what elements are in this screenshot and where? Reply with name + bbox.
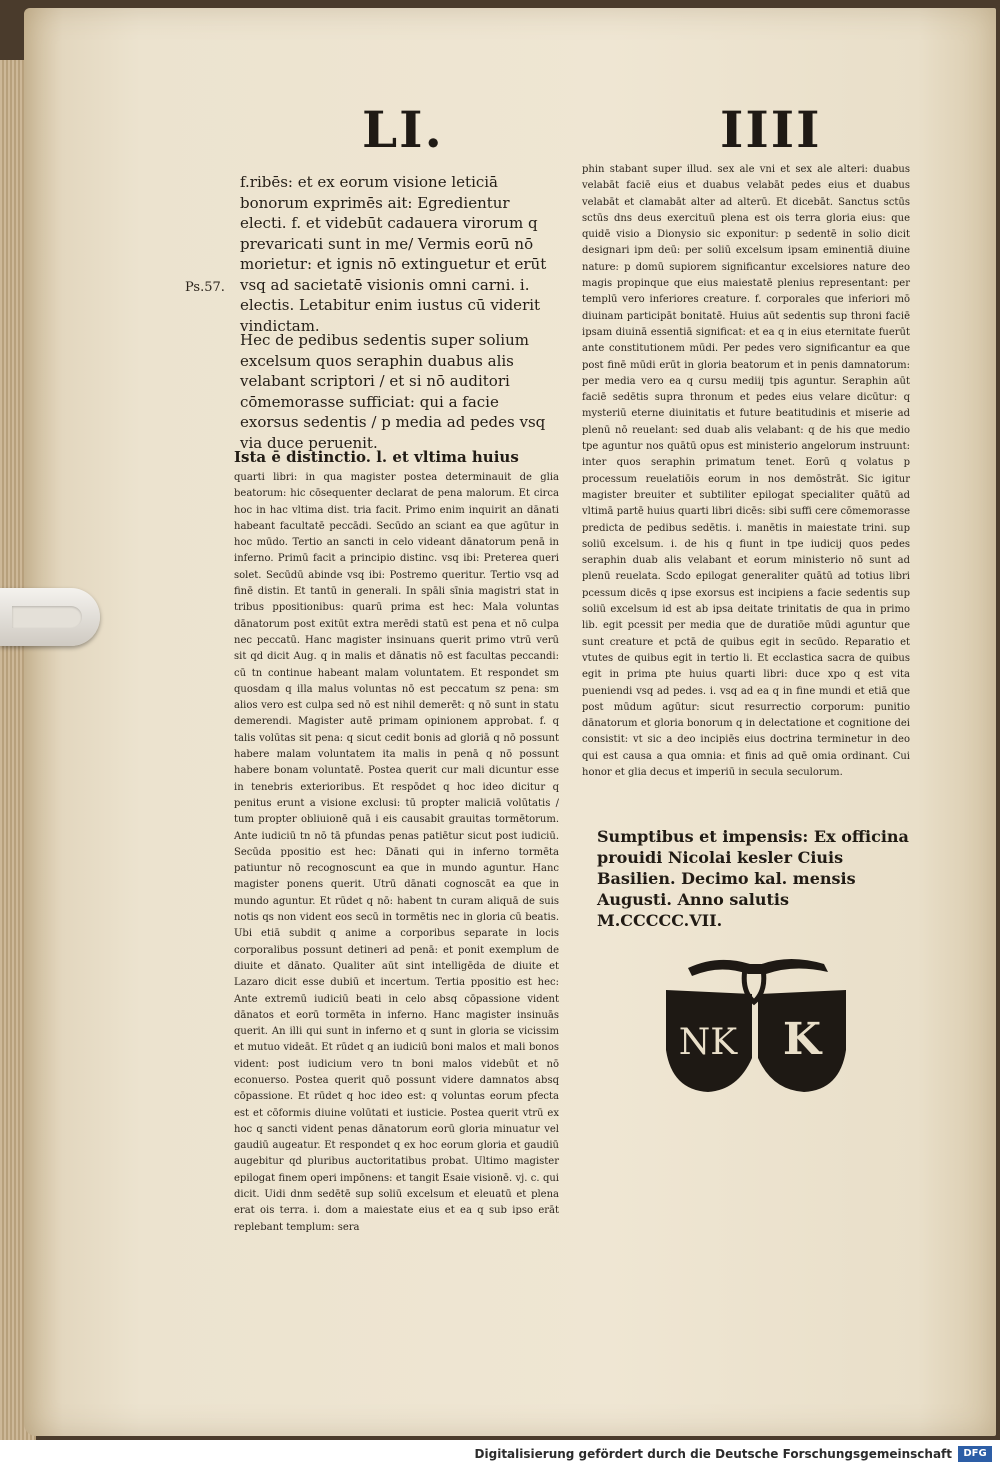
footer-bar (0, 1440, 1000, 1469)
shield-right-letter: K (782, 1014, 822, 1065)
text-block-top: f.ribēs: et ex eorum visione leticiā bonorum exprimēs ait: Egredientur electi. f. et videbūt cadauera virorum q prevaricati sunt in me/ Vermis eorū nō morietur: et ignis nō extinguetur et erūt vsq ad sacietatē visionis omni carni. i. electis. Letabitur enim iustus cū viderit vindictam. (240, 173, 547, 335)
distinction-heading: Ista ē distinctio. l. et vltima huius (234, 448, 519, 466)
page-clip (0, 588, 100, 646)
dfg-logo: DFG (958, 1446, 992, 1462)
text-block-middle: Hec de pedibus sedentis super solium excelsum quos seraphin duabus alis velabant scriptori / et si nō auditori cōmemorasse sufficiat: qui a facie exorsus sedentis / p media ad pedes vsq via duce peruenit. (240, 331, 546, 452)
mark-branch (688, 959, 828, 976)
funding-credit: Digitalisierung gefördert durch die Deutsche Forschungsgemeinschaft (474, 1447, 952, 1461)
folio-number-left: LI. (362, 100, 444, 159)
folio-number-right: IIII (720, 100, 822, 159)
printer-mark (658, 950, 854, 1098)
left-column-text: quarti libri: in qua magister postea determinauit de glia beatorum: hic cōsequenter declarat de pena malorum. Et circa hoc in hac vltima dist. tria facit. Primo enim inquirit an dānati habeant facultatē peccādi. Secūdo an sciant ea que agūtur in hoc mūdo. Tertio an sancti in celo videant dānatorum penā in inferno. Primū facit a principio distinc. vsq ibi: Preterea queri solet. Secūdū abinde vsq ibi: Postremo queritur. Tertio vsq ad finē distin. Et tantū in generali. In spāli sīnia magistri stat in tribus ppositionibus: quarū prima est hec: Mala voluntas dānatorum post exitūt extra merēdi statū est pena et nō culpa nec peccatū. Hanc magister insinuans querit primo vtrū verū sit qd dicit Aug. q in malis et dānatis nō est facultas peccandi: cū tn continue habeant malam voluntatem. Et respondet sm quosdam q illa malus voluntas nō est peccatum sz pena: sm alios vero est culpa sed nō est nihil demerēt: q nō sunt in statu demerendi. Magister autē primam opinionem approbat. f. q talis volūtas sit pena: q sicut cedit bonis ad gloriā q nō possunt habere malam voluntatem ita malis in penā q nō possunt habere bonam voluntatē. Postea querit cur mali dicuntur esse in tenebris exterioribus. Et respōdet q hoc ideo dicitur q penitus erunt a visione exclusi: tū propter maliciā volūtatis / tum propter obliuionē quā i eis causabit grauitas tormētorum. Ante iudiciū tn nō tā pfundas penas patiētur sicut post iudiciū. Secūda ppositio est hec: Dānati qui in inferno tormēta patiuntur nō recognoscunt ea que in mundo aguntur. Hanc magister ponens querit. Utrū dānati cognoscāt ea que in mundo aguntur. Et rūdet q nō: habent tn curam aliquā de suis notis qs non vident eos secū in tormētis nec in gloria cū beatis. Ubi etiā subdit q anime a corporibus separate in locis corporalibus possunt detineri ad penā: et ponit exemplum de diuite et dānato. Qualiter aūt sint intelligēda de diuite et Lazaro dicit esse dubiū et incertum. Tertia ppositio est hec: Ante extremū iudiciū beati in celo absq cōpassione vident dānatos et eorū tormēta in inferno. Hanc magister insinuās querit. An illi qui sunt in inferno et q sunt in gloria se vicissim et mutuo videāt. Et rūdet q an iudiciū boni malos et mali bonos vident: post iudicium vero tn boni malos videbūt et nō econuerso. Postea querit quō possunt videre damnatos absq cōpassione. Et rūdet q hoc ideo est: q voluntas eorum pfecta est et cōformis diuine volūtati et iusticie. Postea querit vtrū ex hoc q sancti vident penas dānatorum eorū gloria minuatur vel gaudiū augeatur. Et respondet q ex hoc eorum gloria et gaudiū augebitur qd pluribus auctoritatibus probat. Ultimo magister epilogat finem operi impōnens: et tangit Esaie visionē. vj. c. qui dicit. Uidi dnm sedētē sup soliū excelsum et eleuatū et plena erat ois terra. i. dom a maiestate eius et ea q sub ipso erāt replebant templum: sera (234, 472, 559, 1233)
margin-note: Ps.57. (185, 280, 225, 295)
right-column-text: phin stabant super illud. sex ale vni et sex ale alteri: duabus velabāt faciē eius et duabus velabāt pedes eius et duabus velabāt et clamabāt alter ad alterū. Et dicebāt. Sanctus sctūs sctūs dns deus exercituū plena est ois terra gloria eius: que quidē visio a Dionysio sic exponitur: p sedentē in solio dicit designari ipm deū: per soliū excelsum ipsam eminentiā diuine nature: p domū supiorem significantur excelsiores nature deo magis propinque que eius maiestatē plenius representant: per templū vero inferiores creature. f. corporales que inferiori mō diuinam participāt bonitatē. Huius aūt sedentis sup throni faciē ipsam diuinā essentiā significat: et ea q in eius eternitate fuerūt ante constitutionem mūdi. Per pedes vero significantur ea que post finē mūdi erūt in gloria beatorum et in penis damnatorum: per media vero ea q cursu mediij tpis aguntur. Seraphin aūt faciē sedētis supra thronum et pedes eius velare dicūtur: q mysteriū eterne diuinitatis et future beatitudinis et miserie ad plenū nō reuelant: sed duab alis velabant: q de his que medio tpe aguntur nos quātū opus est ministerio angelorum instruunt: inter quos seraphin primatum tenet. Eorū q volatus p processum reuelatiōis eorum in nos demōstrāt. Sic igitur magister breuiter et subtiliter epilogat specialiter quātū ad vltimā partē huius quarti libri dicēs: sibi suffi cere cōmemorasse predicta de pedibus sedētis. i. manētis in maiestate trini. sup soliū excelsum. i. de his q fiunt in tpe iudicij quos pedes seraphin duab alis velabant et eorum ministerio nō sunt ad plenū reuelata. Scdo epilogat generaliter quātū ad totius libri pcessum dicēs q ipse exorsus est incipiens a facie sedentis sup soliū excelsum id est ab ipsa deitate trinitatis de qua in primo lib. egit pcessit per media que de duratiōe mūdi aguntur que sunt creature et pctā de quibus egit in secūdo. Reparatio et vtutes de quibus egit in tertio li. Et ecclastica sacra de quibus egit in prima pte huius quarti libri: duce xpo q est vita pueniendi vsq ad pedes. i. vsq ad ea q in fine mundi et etiā que post mūdum agūtur: sicut resurrectio corporum: punitio dānatorum et gloria bonorum q in delectatione et cognitione dei consistit: vt sic a deo incipiēs eius doctrina terminetur in deo qui est causa a qua omnia: et finis ad quē omia ordinant. Cui honor et glia decus et imperiū in secula seculorum. (582, 164, 910, 778)
colophon: Sumptibus et impensis: Ex officina prouidi Nicolai kesler Ciuis Basilien. Decimo kal. mensis Augusti. Anno salutis M.CCCCC.VII. (597, 827, 909, 930)
shield-left-letters: NK (678, 1022, 738, 1063)
